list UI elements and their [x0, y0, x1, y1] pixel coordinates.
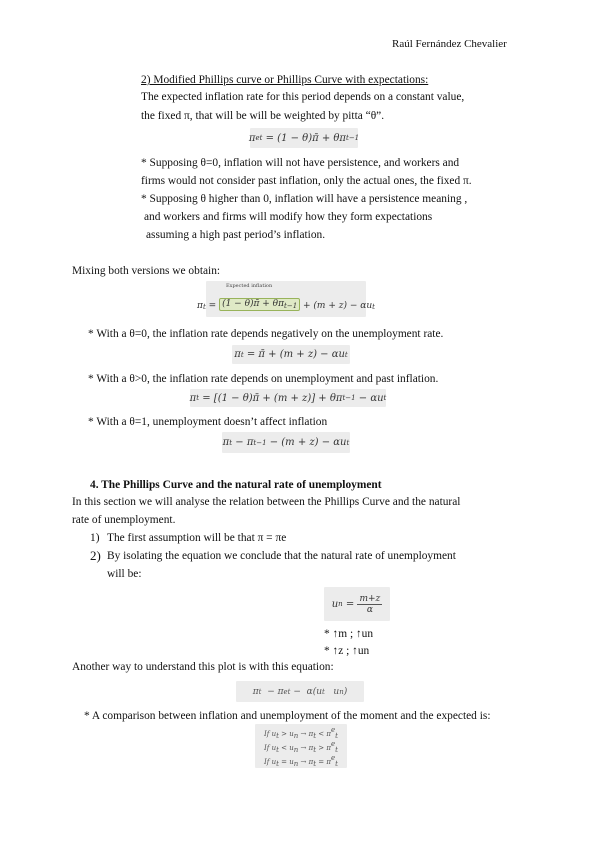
section-4-heading: 4. The Phillips Curve and the natural rate of unemployment [90, 479, 382, 491]
mixing-intro: Mixing both versions we obtain: [72, 265, 221, 277]
condition-row: If ut < un → πt > πet [264, 740, 338, 754]
list-item: The first assumption will be that π = πe [107, 532, 287, 544]
effect-line: * ↑m ; ↑un [324, 628, 374, 640]
case-theta-one: * With a θ=1, unemployment doesn’t affect inflation [88, 416, 328, 428]
comparison-conditions [255, 724, 347, 768]
list-item: By isolating the equation we conclude that the natural rate of unemployment [107, 550, 456, 562]
deviation-equation: π t − π e t − α(u t u n ) [236, 681, 364, 702]
case-theta-positive: * With a θ>0, the inflation rate depends on unemployment and past inflation. [88, 373, 439, 385]
modified-phillips-heading: 2) Modified Phillips curve or Phillips Curve with expectations: [141, 74, 429, 86]
expected-inflation-label: Expected inflation [226, 283, 273, 289]
comparison-text: * A comparison between inflation and unemployment of the moment and the expected is: [84, 710, 491, 722]
bullet-line: assuming a high past period’s inflation. [146, 229, 326, 241]
theta-zero-equation: π t = π̄ + (m + z) − αu t [232, 345, 350, 364]
paragraph-line: In this section we will analyse the relation between the Phillips Curve and the natural [72, 496, 461, 508]
effect-line: * ↑z ; ↑un [324, 645, 370, 657]
list-number: 1) [90, 532, 100, 544]
condition-row: If ut > un → πt < πet [264, 726, 338, 740]
another-way-text: Another way to understand this plot is with this equation: [72, 661, 334, 673]
bullet-line: * Supposing θ higher than 0, inflation will have a persistence meaning , [141, 193, 468, 205]
theta-one-equation: π t − π t−1 − (m + z) − αu t [222, 432, 350, 453]
condition-row: If ut = un → πt = πet [264, 754, 338, 768]
combined-equation: Expected inflation π t = (1 − θ)π̄ + $\theta\pi_{t-1}$ + (m + z) − αu t [206, 281, 366, 317]
author-name: Raúl Fernández Chevalier [392, 38, 507, 50]
list-number: 2) [90, 548, 101, 563]
paragraph-line: The expected inflation rate for this period depends on a constant value, [141, 91, 465, 103]
natural-rate-equation: u n = $\frac{m+z}{\alpha}$ [324, 587, 390, 621]
bullet-line: firms would not consider past inflation, only the actual ones, the fixed π. [141, 175, 472, 187]
expectations-equation: π e t = (1 − θ)π̄ + θπ t−1 [250, 128, 358, 148]
theta-positive-equation: π t = [(1 − θ)π̄ + (m + z)] + θπ t−1 − αu t [190, 389, 386, 407]
paragraph-line: rate of unemployment. [72, 514, 176, 526]
list-item: will be: [107, 568, 142, 580]
bullet-line: * Supposing θ=0, inflation will not have persistence, and workers and [141, 157, 460, 169]
bullet-line: and workers and firms will modify how they form expectations [144, 211, 433, 223]
expected-inflation-box: (1 − θ)π̄ + $\theta\pi_{t-1}$ [219, 298, 300, 311]
paragraph-line: the fixed π, that will be will be weighted by pitta “θ”. [141, 110, 385, 122]
case-theta-zero: * With a θ=0, the inflation rate depends negatively on the unemployment rate. [88, 328, 444, 340]
